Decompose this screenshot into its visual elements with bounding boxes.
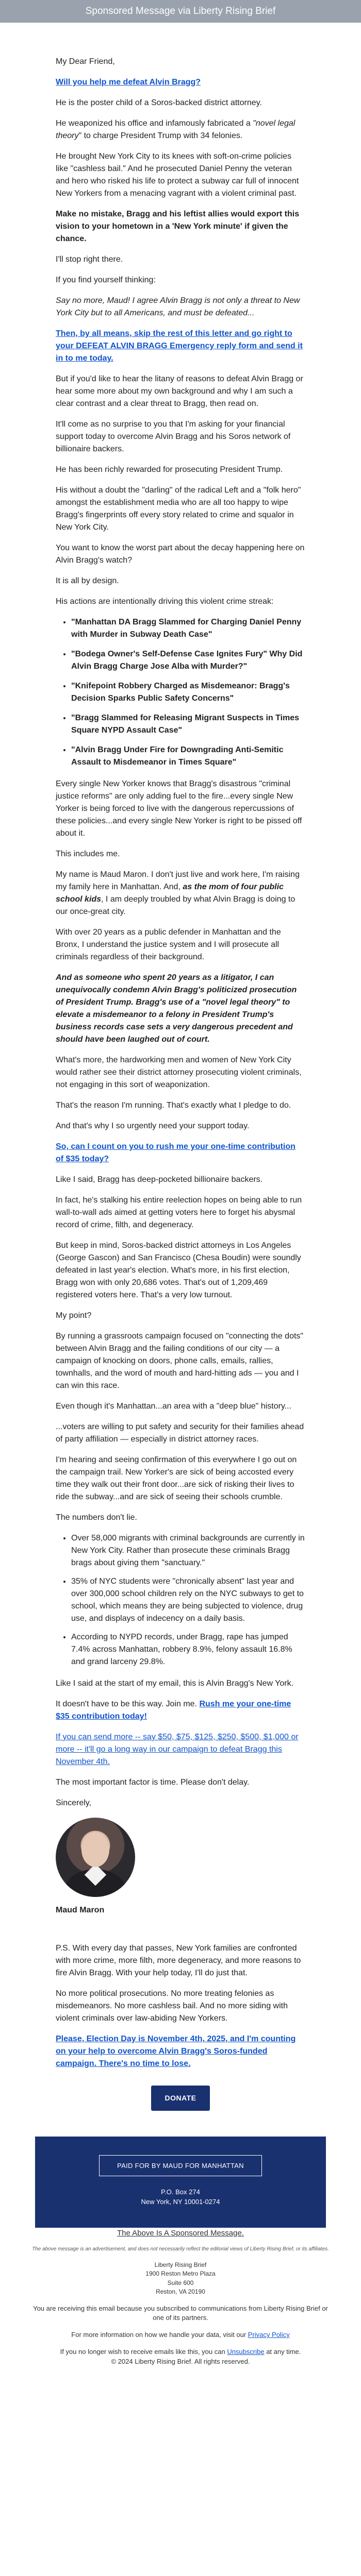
paragraph: He is the poster child of a Soros-backed district attorney. [56,98,262,107]
letter-card [35,33,326,2137]
email-wrapper [0,33,361,2367]
paragraph: Even though it's Manhattan...an area with a "deep blue" history... [56,1402,292,1411]
unsubscribe-notice: If you no longer wish to receive emails like this, you can Unsubscribe at any time. © 2024 Liberty Rising Brief. All rights reserved. [60,2348,301,2365]
subscription-notice: You are receiving this email because you subscribed to communications from Liberty Rising Brief or one of its partners. [33,2304,328,2322]
paragraph: You want to know the worst part about the decay happening here on Alvin Bragg's watch? [56,544,305,565]
paragraph: What's more, the hardworking men and women of New York City would rather see their district attorney prosecuting violent criminals, not engaging in this sort of weaponization. [56,1056,302,1089]
paragraph: If you find yourself thinking: [56,276,156,284]
paragraph: But if you'd like to hear the litany of reasons to defeat Alvin Bragg or hear some more about my own background and why I am such a clear contrast and a clear threat to Bragg, then read on. [56,375,303,408]
paragraph: His actions are intentionally driving this violent crime streak: [56,597,274,606]
paragraph: It doesn't have to be this way. Join me. Rush me your one-time $35 contribution today! [56,1700,291,1721]
list-item: • According to NYPD records, under Bragg, rape has jumped 7.4% across Manhattan, robbery 8.9%, felony assault 16.8% and grand larceny 29.8%. [71,1631,305,1668]
paragraph: This includes me. [56,850,120,858]
list-item: • Over 58,000 migrants with criminal backgrounds are currently in New York City. Rather than prosecute these criminals Bragg brags about giving them "sanctuary." [71,1532,305,1569]
paragraph: By running a grassroots campaign focused on "connecting the dots" between Alvin Bragg and the failing conditions of our city — a campaign of knocking on doors, phone calls, emails, rallies, townhalls, and the word of mouth and hard-hitting ads — you and I can win this race. [56,1332,304,1390]
privacy-policy-link[interactable]: Privacy Policy [248,2331,290,2339]
paid-for-button[interactable]: PAID FOR BY MAUD FOR MANHATTAN [99,2155,262,2176]
paragraph-bold: Make no mistake, Bragg and his leftist allies would export this vision to your hometown in a 'New York minute' if given the chance. [56,210,300,243]
disclaimer: The above message is an advertisement, and does not necessarily reflect the editorial views of Liberty Rising Brief, or its affiliates. [32,2246,329,2252]
headline-link[interactable]: Will you help me defeat Alvin Bragg? [56,78,201,87]
give-more-link[interactable]: If you can send more -- say $50, $75, $125, $250, $500, $1,000 or more -- it'll go a long way in our campaign to defeat Bragg this November 4th. [56,1733,299,1766]
paragraph: That's the reason I'm running. That's exactly what I pledge to do. [56,1101,291,1110]
paragraph: It'll come as no surprise to you that I'm asking for your financial support today to overcome Alvin Bragg and his Soros network of billionaire backers. [56,420,291,453]
publisher-address: Liberty Rising Brief 1900 Reston Metro Plaza Suite 600 Reston, VA 20190 [145,2261,216,2296]
paragraph: My name is Maud Maron. I don't just live and work here, I'm raising my family here in Manhattan. And, as the mom of four public school kids, I am deeply troubled by what Alvin Bragg is doing to our once-great city. [56,870,300,916]
paragraph: He brought New York City to its knees with soft-on-crime policies like "cashless bail." And he prosecuted Daniel Penny the veteran and hero who risked his life to protect a subway car full of innocent New Yorkers from a menacing vagrant with a violent criminal past. [56,152,299,198]
paragraph: In fact, he's stalking his entire reelection hopes on being able to run wall-to-wall ads aimed at getting voters here to forget his abysmal record of crime, filth, and degeneracy. [56,1196,302,1229]
paragraph: I'll stop right there. [56,255,123,264]
postscript: P.S. With every day that passes, New York families are confronted with more crime, more filth, more degeneracy, and more reasons to fire Alvin Bragg. With your help today, I'll do just that. [56,1944,301,1977]
list-item: • "Knifepoint Robbery Charged as Misdemeanor: Bragg's Decision Sparks Public Safety Concerns" [71,680,305,705]
paragraph: With over 20 years as a public defender in Manhattan and the Bronx, I understand the justice system and I will prosecute all criminals regardless of their background. [56,928,281,961]
stats-list [56,1532,305,1668]
paragraph: And that's why I so urgently need your support today. [56,1122,250,1130]
paragraph: He has been richly rewarded for prosecuting President Trump. [56,465,283,474]
sponsored-banner: Sponsored Message via Liberty Rising Brief [0,0,361,23]
list-item: • "Alvin Bragg Under Fire for Downgrading Anti-Semitic Assault to Misdemeanor in Times Square" [71,744,305,769]
election-day-link[interactable]: Please, Election Day is November 4th, 2025, and I'm counting on your help to overcome Alvin Bragg's Soros-funded campaign. There's no time to lose. [56,2035,296,2068]
paragraph: ...voters are willing to put safety and security for their families ahead of party affiliation — especially in district attorney races. [56,1422,304,1444]
candidate-photo [56,1818,135,1897]
paragraph: Like I said at the start of my email, this is Alvin Bragg's New York. [56,1679,294,1688]
rush-35-link[interactable]: Rush me your one-time $35 contribution today! [56,1700,291,1721]
campaign-address: P.O. Box 274 New York, NY 10001-0274 [141,2188,220,2206]
list-item: • 35% of NYC students were "chronically absent" last year and over 300,000 school children rely on the NYC subways to get to school, which means they are being subjected to violence, drug use, and displays of indecency on a daily basis. [71,1575,305,1625]
paragraph: The numbers don't lie. [56,1513,137,1522]
paragraph: His without a doubt the "darling" of the radical Left and a "folk hero" amongst the establishment media who are all too happy to wipe Bragg's fingerprints off every story related to crime and squalor in New York City. [56,486,301,532]
paragraph: No more political prosecutions. No more treating felonies as misdemeanors. No more cashless bail. And no more siding with violent criminals over law-abiding New Yorkers. [56,1989,288,2023]
paragraph: I'm hearing and seeing confirmation of this everywhere I go out on the campaign trail. New Yorker's are sick of being accosted every time they walk out their front door...are sick of risking their lives to ride the subway...and are sick of seeing their schools crumble. [56,1455,297,1501]
list-item: • "Bodega Owner's Self-Defense Case Ignites Fury" Why Did Alvin Bragg Charge Jose Alba with Murder?" [71,648,305,673]
privacy-notice: For more information on how we handle your data, visit our Privacy Policy [71,2331,290,2339]
headline-list [56,616,305,769]
paragraph: He weaponized his office and infamously fabricated a "novel legal theory" to charge President Trump with 34 felonies. [56,119,296,140]
publisher-footer [0,2228,361,2367]
paragraph: Like I said, Bragg has deep-pocketed billionaire backers. [56,1175,263,1184]
paragraph: Every single New Yorker knows that Bragg's disastrous "criminal justice reforms" are only adding fuel to the fire...every single New Yorker is being forced to live with the dangerous repercussions of these policies...and every single New Yorker is right to be pissed off about it. [56,779,302,838]
paragraph: The most important factor is time. Please don't delay. [56,1778,250,1787]
paragraph: But keep in mind, Soros-backed district attorneys in Los Angeles (George Gascon) and San Francisco (Chesa Boudin) were soundly defeated in last year's election. What's more, in his first election, Bragg won with only 20,686 votes. That's out of 1,209,469 registered voters here. That's a very low turnout. [56,1241,301,1299]
donate-button[interactable]: DONATE [151,2086,209,2111]
signature-name: Maud Maron [56,1906,105,1914]
signoff: Sincerely, [56,1799,92,1807]
contribute-35-link[interactable]: So, can I count on you to rush me your one-time contribution of $35 today? [56,1142,296,1163]
paragraph: My point? [56,1311,92,1320]
paragraph-quote: Say no more, Maud! I agree Alvin Bragg is not only a threat to New York City but to all Americans, and must be defeated... [56,296,300,317]
unsubscribe-link[interactable]: Unsubscribe [227,2348,265,2356]
greeting: My Dear Friend, [56,57,115,66]
paragraph-bold: And as someone who spent 20 years as a litigator, I can unequivocally condemn Alvin Bragg's politicized prosecution of President Trump. Bragg's use of a "novel legal theory" to elevate a misdemeanor to a felony in President Trump's business records case sets a very dangerous precedent and should have been laughed out of court. [56,973,297,1044]
list-item: • "Manhattan DA Bragg Slammed for Charging Daniel Penny with Murder in Subway Death Case" [71,616,305,641]
paragraph: It is all by design. [56,577,119,585]
paid-for-footer [35,2137,326,2228]
reply-form-link[interactable]: Then, by all means, skip the rest of this letter and go right to your DEFEAT ALVIN BRAGG Emergency reply form and send it in to me today. [56,329,303,363]
letter-body [35,33,326,2137]
list-item: • "Bragg Slammed for Releasing Migrant Suspects in Times Square NYPD Assault Case" [71,712,305,737]
sponsored-notice: The Above Is A Sponsored Message. [117,2228,244,2238]
